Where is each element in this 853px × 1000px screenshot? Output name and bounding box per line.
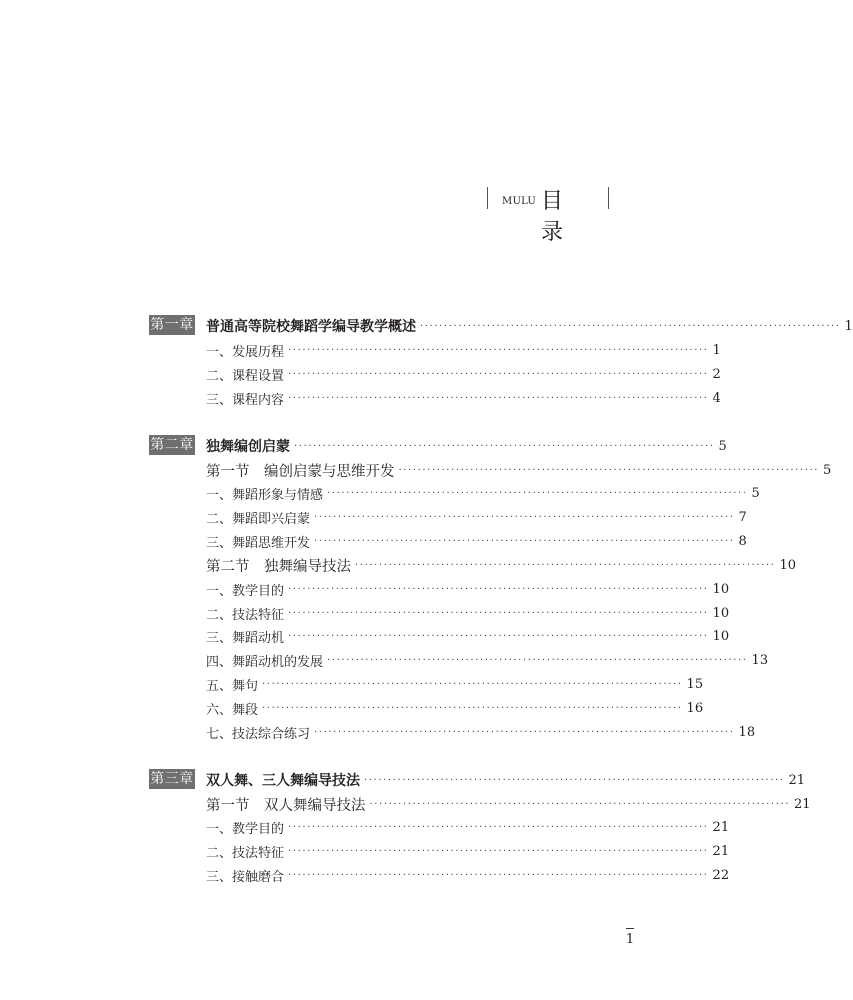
heading-title: 目录	[541, 189, 578, 245]
page-ref: 4	[712, 390, 721, 406]
leader-dots: ························································································	[314, 535, 735, 547]
leader-dots: ························································································	[288, 392, 709, 404]
page-ref: 5	[718, 438, 727, 454]
leader-dots: ························································································	[355, 559, 776, 571]
chapter-title: 独舞编创启蒙	[206, 439, 290, 455]
toc-item[interactable]	[0, 696, 718, 720]
item-title: 三、接触磨合	[206, 869, 285, 885]
toc-section[interactable]	[0, 553, 797, 577]
item-title: 七、技法综合练习	[206, 726, 311, 742]
toc-section[interactable]	[0, 792, 811, 816]
item-title: 二、课程设置	[206, 368, 285, 384]
page-ref: 10	[779, 557, 797, 573]
section-title: 第一节 编创启蒙与思维开发	[206, 463, 395, 480]
toc-item[interactable]	[0, 577, 730, 601]
toc-item[interactable]	[0, 648, 769, 672]
page-ref: 5	[823, 462, 832, 478]
toc-chapter-2[interactable]	[0, 434, 727, 458]
item-title: 四、舞蹈动机的发展	[206, 654, 324, 670]
leader-dots: ························································································	[294, 440, 715, 452]
item-title: 一、舞蹈形象与情感	[206, 487, 324, 503]
leader-dots: ························································································	[288, 607, 709, 619]
heading-left-rule	[487, 187, 488, 209]
leader-dots: ························································································	[288, 869, 709, 881]
item-title: 一、发展历程	[206, 344, 285, 360]
page-number-rule	[626, 928, 634, 929]
toc-item[interactable]	[0, 672, 718, 696]
toc-item[interactable]	[0, 839, 730, 863]
page-ref: 1	[712, 342, 721, 358]
page-ref: 21	[712, 819, 730, 835]
leader-dots: ························································································	[369, 798, 791, 810]
page-ref: 10	[712, 628, 730, 644]
item-title: 一、教学目的	[206, 583, 285, 599]
leader-dots: ························································································	[327, 487, 748, 499]
page-number	[622, 928, 638, 947]
toc-item[interactable]	[0, 481, 760, 505]
item-title: 三、课程内容	[206, 392, 285, 408]
toc-chapter-1[interactable]	[0, 314, 853, 338]
toc-item[interactable]	[0, 624, 730, 648]
section-title: 第一节 双人舞编导技法	[206, 797, 366, 814]
chapter-label: 第二章	[150, 437, 194, 453]
leader-dots: ························································································	[288, 845, 709, 857]
page-ref: 7	[738, 509, 747, 525]
page-number-value: 1	[625, 932, 635, 947]
page-ref: 13	[751, 652, 769, 668]
toc-section[interactable]	[0, 458, 832, 482]
chapter-label: 第三章	[150, 771, 194, 787]
leader-dots: ························································································	[288, 344, 709, 356]
page-ref: 1	[844, 318, 853, 334]
leader-dots: ························································································	[288, 821, 709, 833]
item-title: 一、教学目的	[206, 821, 285, 837]
heading-pinyin: MULU	[502, 196, 536, 207]
item-title: 二、技法特征	[206, 607, 285, 623]
heading-right-rule	[608, 187, 609, 209]
leader-dots: ························································································	[314, 726, 735, 738]
toc-item[interactable]	[0, 720, 756, 744]
page-ref: 21	[794, 796, 811, 812]
page-ref: 21	[712, 843, 730, 859]
toc-item[interactable]	[0, 386, 721, 410]
item-title: 五、舞句	[206, 678, 259, 694]
leader-dots: ························································································	[288, 630, 709, 642]
leader-dots: ························································································	[288, 583, 709, 595]
item-title: 三、舞蹈动机	[206, 630, 285, 646]
item-title: 二、舞蹈即兴启蒙	[206, 511, 311, 527]
chapter-label: 第一章	[150, 317, 194, 333]
page-ref: 2	[712, 366, 721, 382]
leader-dots: ························································································	[364, 774, 785, 786]
page-ref: 10	[712, 581, 730, 597]
item-title: 三、舞蹈思维开发	[206, 535, 311, 551]
toc-item[interactable]	[0, 601, 730, 625]
toc-chapter-3[interactable]	[0, 768, 806, 792]
leader-dots: ························································································	[262, 678, 683, 690]
page-ref: 15	[686, 676, 704, 692]
page-ref: 18	[738, 724, 756, 740]
chapter-title: 双人舞、三人舞编导技法	[206, 773, 360, 789]
toc-item[interactable]	[0, 362, 721, 386]
page-ref: 10	[712, 605, 730, 621]
leader-dots: ························································································	[398, 464, 820, 476]
leader-dots: ························································································	[420, 320, 841, 332]
page-ref: 21	[788, 772, 806, 788]
leader-dots: ························································································	[288, 368, 709, 380]
page-ref: 8	[738, 533, 747, 549]
page-ref: 22	[712, 867, 730, 883]
toc-heading	[487, 183, 611, 245]
page-ref: 16	[686, 700, 704, 716]
item-title: 二、技法特征	[206, 845, 285, 861]
chapter-title: 普通高等院校舞蹈学编导教学概述	[206, 319, 416, 335]
item-title: 六、舞段	[206, 702, 259, 718]
toc-item[interactable]	[0, 815, 730, 839]
toc-item[interactable]	[0, 863, 730, 887]
leader-dots: ························································································	[262, 702, 683, 714]
leader-dots: ························································································	[314, 511, 735, 523]
section-title: 第二节 独舞编导技法	[206, 558, 351, 575]
toc-item[interactable]	[0, 505, 747, 529]
leader-dots: ························································································	[327, 654, 748, 666]
page-ref: 5	[751, 485, 760, 501]
toc-item[interactable]	[0, 529, 747, 553]
toc-item[interactable]	[0, 338, 721, 362]
